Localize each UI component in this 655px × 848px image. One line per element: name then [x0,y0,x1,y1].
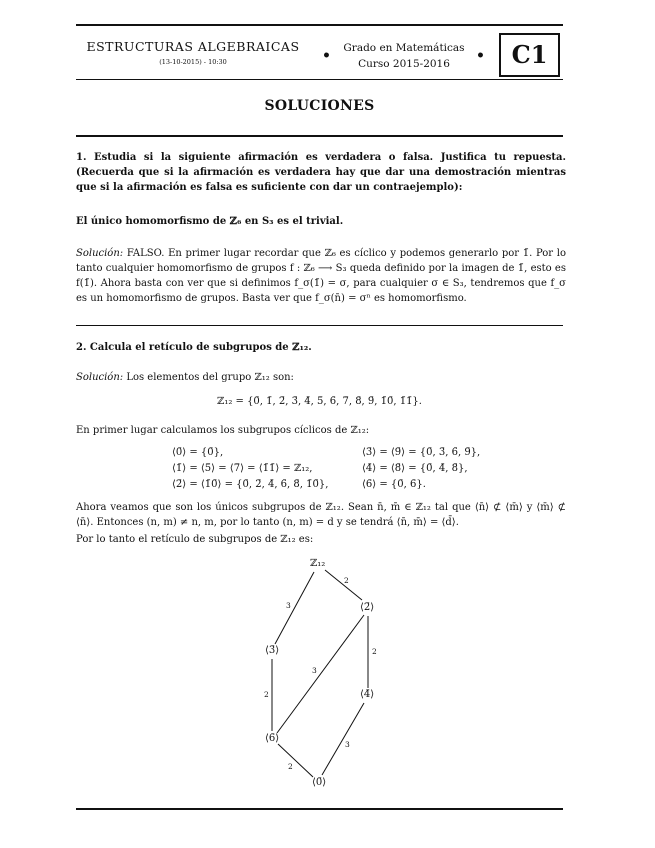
node-3: ⟨3̄⟩ [265,645,280,656]
node-4: ⟨4̄⟩ [360,689,375,700]
degree-name: Grado en Matemáticas [343,42,465,54]
cyclic-left-2: ⟨1̄⟩ = ⟨5̄⟩ = ⟨7̄⟩ = ⟨1̄1̄⟩ = ℤ₁₂, [172,463,313,474]
edge-2-6 [277,615,364,733]
edge-label-2-6: 3 [312,666,317,675]
header-bullet: • [322,48,331,64]
exam-date: (13-10-2015) - 10:30 [159,58,227,66]
header-bullet: • [476,48,485,64]
exam-badge: C1 [499,33,560,77]
cyclic-right-1: ⟨3̄⟩ = ⟨9̄⟩ = {0̄, 3̄, 6̄, 9̄}, [362,447,481,458]
q2-intro-text: Los elementos del grupo ℤ₁₂ son: [126,372,294,383]
lattice-intro: Por lo tanto el retículo de subgrupos de ℤ₁₂ es: [76,534,314,545]
node-0: ⟨0̄⟩ [312,777,327,788]
node-6: ⟨6̄⟩ [265,733,280,744]
academic-year: Curso 2015-2016 [358,58,450,70]
edge-6-0 [278,744,313,777]
solution-label: Solución: [76,248,124,259]
page-title: SOLUCIONES [264,98,375,114]
cyclic-intro: En primer lugar calculamos los subgrupos cíclicos de ℤ₁₂: [76,425,370,436]
edge-label-2-4: 2 [372,647,377,656]
z12-elements: ℤ₁₂ = {0̄, 1̄, 2̄, 3̄, 4̄, 5̄, 6̄, 7̄, 8̄, 9̄, 1̄0̄, 1̄1̄}. [217,396,422,407]
edge-z12-3 [275,572,314,644]
edge-label-6-0: 2 [288,762,293,771]
cyclic-right-3: ⟨6̄⟩ = {0̄, 6̄}. [362,479,426,490]
edge-z12-2 [325,570,362,600]
cyclic-right-2: ⟨4̄⟩ = ⟨8̄⟩ = {0̄, 4̄, 8̄}, [362,463,468,474]
node-2: ⟨2̄⟩ [360,602,375,613]
q2-statement: 2. Calcula el retículo de subgrupos de ℤ₁₂. [76,342,312,353]
q2-argument: Ahora veamos que son los únicos subgrupos de ℤ₁₂. Sean n̄, m̄ ∈ ℤ₁₂ tal que ⟨n̄⟩ ⊄ ⟨m̄⟩ y ⟨m̄⟩ ⊄ ⟨n̄⟩. Entonces (n, m) ≠ n, m, por lo tanto (n, m) = d y se tendrá ⟨n̄, m̄⟩ = ⟨d̄⟩. [76,502,566,528]
edge-label-3-6: 2 [264,690,269,699]
course-title: ESTRUCTURAS ALGEBRAICAS [86,39,300,54]
edge-label-z12-3: 3 [286,601,291,610]
solution-label: Solución: [76,372,124,383]
edge-label-z12-2: 2 [344,576,349,585]
q1-statement: 1. Estudia si la siguiente afirmación es verdadera o falsa. Justifica tu repuesta. (Recuerda que si la afirmación es verdadera hay que dar una demostración mientras que si la afirmación es falsa es suficiente con dar un contraejemplo): [76,152,566,193]
cyclic-left-3: ⟨2̄⟩ = ⟨1̄0̄⟩ = {0̄, 2̄, 4̄, 6̄, 8̄, 1̄0̄}, [172,479,329,490]
edge-4-0 [322,703,364,775]
node-z12: ℤ₁₂ [310,558,326,569]
q1-solution-text: FALSO. En primer lugar recordar que ℤ₆ es cíclico y podemos generarlo por 1̄. Por lo tanto cualquier homomorfismo de grupos f : ℤ₆ ⟶ S₃ queda definido por la imagen de 1̄, esto es f(1̄). Ahora basta con ver que si definimos f_σ(1̄) = σ, para cualquier σ ∈ S₃, tendremos que f_σ es un homomorfismo de grupos. Basta ver que f_σ(n̄) = σⁿ es homomorfismo. [76,248,566,304]
q1-claim: El único homomorfismo de ℤ₆ en S₃ es el trivial. [76,216,344,227]
edge-label-4-0: 3 [345,740,350,749]
cyclic-left-1: ⟨0̄⟩ = {0̄}, [172,447,224,458]
